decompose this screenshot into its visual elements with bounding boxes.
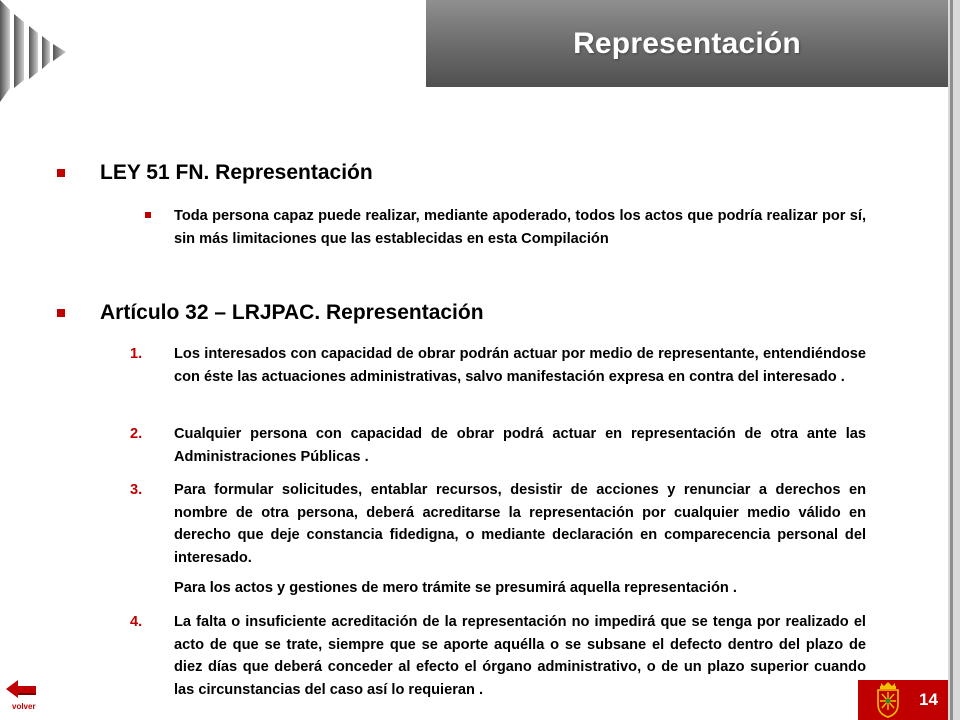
section-bullet-icon bbox=[57, 309, 65, 317]
item-number: 1. bbox=[130, 346, 143, 362]
item-number: 4. bbox=[130, 614, 143, 630]
title-bar bbox=[426, 0, 948, 87]
right-edge-bar-inner bbox=[950, 0, 953, 720]
item-text: La falta o insuficiente acreditación de la representación no impedirá que se tenga por realizado el acto de que se trate, siempre que se aporte aquélla o se subsane el defecto dentro del plazo de diez días que deberá conceder al efecto el órgano administrativo, o de un plazo superior cuando las circunstancias del caso así lo requieran . bbox=[174, 614, 866, 698]
item-text: Para formular solicitudes, entablar recursos, desistir de acciones y renunciar a derechos en nombre de otra persona, deberá acreditarse la representación por cualquier medio válido en derecho que deje constancia fidedigna, o mediante declaración en comparecencia personal del interesado. bbox=[174, 482, 866, 566]
item-number: 3. bbox=[130, 482, 143, 498]
sub-bullet-icon bbox=[145, 212, 151, 218]
back-label[interactable]: volver bbox=[12, 702, 36, 711]
section-title: LEY 51 FN. Representación bbox=[100, 161, 373, 184]
item-text: Cualquier persona con capacidad de obrar podrá actuar en representación de otra ante las Administraciones Públicas . bbox=[174, 426, 866, 465]
item-extra-text: Para los actos y gestiones de mero trámite se presumirá aquella representación . bbox=[174, 580, 737, 596]
page-number: 14 bbox=[919, 690, 938, 709]
page-title: Representación bbox=[573, 26, 801, 60]
item-text: Los interesados con capacidad de obrar podrán actuar por medio de representante, entendiéndose con éste las actuaciones administrativas, salvo manifestación expresa en contra del interesado . bbox=[174, 346, 866, 385]
section-bullet-icon bbox=[57, 169, 65, 177]
section-title: Artículo 32 – LRJPAC. Representación bbox=[100, 301, 484, 324]
logo-bars-icon bbox=[0, 0, 70, 105]
navarra-crest-icon bbox=[874, 682, 902, 718]
arrow-left-icon bbox=[6, 680, 36, 698]
section-paragraph: Toda persona capaz puede realizar, mediante apoderado, todos los actos que podría realizar por sí, sin más limitaciones que las establecidas en esta Compilación bbox=[174, 208, 866, 247]
item-number: 2. bbox=[130, 426, 143, 442]
